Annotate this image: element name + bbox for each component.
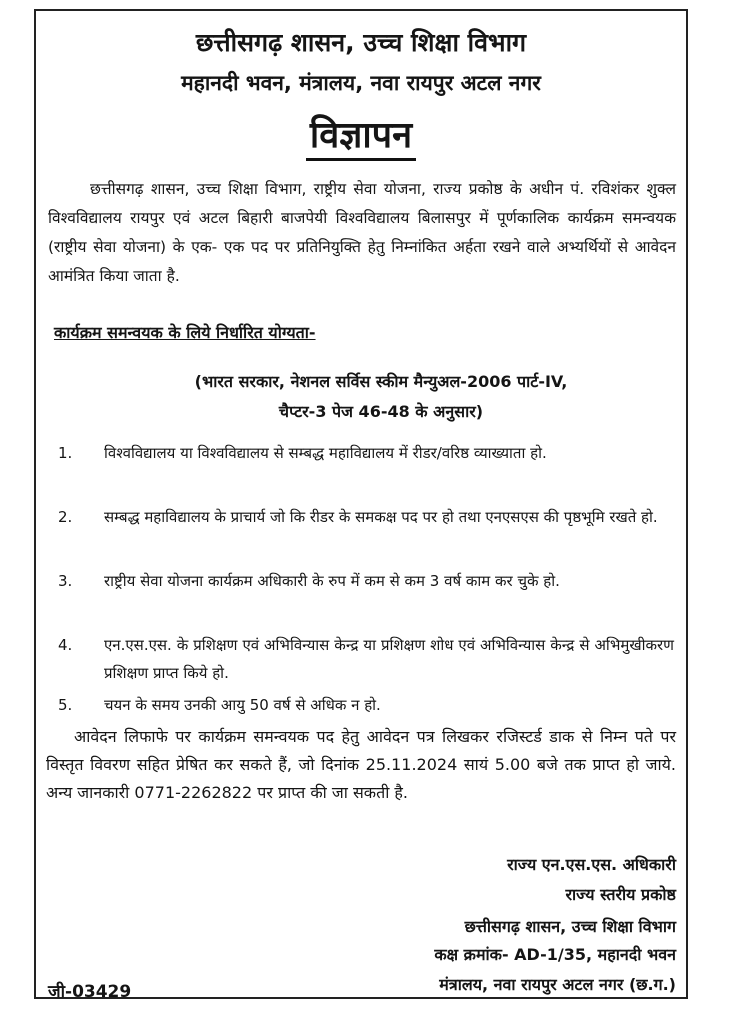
list-item-number: 4. xyxy=(58,636,73,654)
list-item-text: विश्वविद्यालय या विश्वविद्यालय से सम्बद्ध महाविद्यालय में रीडर/वरिष्ठ व्याख्याता हो. xyxy=(104,444,547,462)
notice-heading-wrap xyxy=(36,109,686,158)
reference-number: जी-03429 xyxy=(48,982,132,1002)
list-item-number: 5. xyxy=(58,696,73,714)
list-item-number: 3. xyxy=(58,572,73,590)
reference-note-line1: (भारत सरकार, नेशनल सर्विस स्कीम मैन्युअल-2006 पार्ट-IV, xyxy=(194,372,568,391)
list-item-text: एन.एस.एस. के प्रशिक्षण एवं अभिविन्यास केन्द्र या प्रशिक्षण शोध एवं अभिविन्यास केन्द्र से अभिमुखीकरण प्रशिक्षण प्राप्त किये हो. xyxy=(104,636,674,682)
reference-note-line2: चैप्टर-3 पेज 46-48 के अनुसार) xyxy=(278,402,484,421)
signature-line3: छत्तीसगढ़ शासन, उच्च शिक्षा विभाग xyxy=(464,917,676,936)
list-item-number: 2. xyxy=(58,508,73,526)
closing-paragraph: आवेदन लिफाफे पर कार्यक्रम समन्वयक पद हेतु आवेदन पत्र लिखकर रजिस्टर्ड डाक से निम्न पते पर विस्तृत विवरण सहित प्रेषित कर सकते हैं, जो दिनांक 25.11.2024 सायं 5.00 बजे तक प्राप्त हो जाये. अन्य जानकारी 0771-2262822 पर प्राप्त की जा सकती है. xyxy=(46,727,676,802)
notice-heading: विज्ञापन xyxy=(306,115,416,161)
advertisement-frame xyxy=(34,9,688,1002)
department-address: महानदी भवन, मंत्रालय, नवा रायपुर अटल नगर xyxy=(181,71,541,95)
signature-line1: राज्य एन.एस.एस. अधिकारी xyxy=(507,855,676,874)
department-title: छत्तीसगढ़ शासन, उच्च शिक्षा विभाग xyxy=(195,28,527,57)
signature-line2: राज्य स्तरीय प्रकोष्ठ xyxy=(565,885,676,904)
qualification-heading: कार्यक्रम समन्वयक के लिये निर्धारित योग्यता- xyxy=(54,323,316,342)
signature-line4: कक्ष क्रमांक- AD-1/35, महानदी भवन xyxy=(434,945,676,964)
list-item-text: चयन के समय उनकी आयु 50 वर्ष से अधिक न हो. xyxy=(104,696,381,714)
signature-line5: मंत्रालय, नवा रायपुर अटल नगर (छ.ग.) xyxy=(439,975,676,994)
reference-note xyxy=(116,367,646,427)
list-item-text: राष्ट्रीय सेवा योजना कार्यक्रम अधिकारी के रुप में कम से कम 3 वर्ष काम कर चुके हो. xyxy=(104,572,560,590)
intro-paragraph: छत्तीसगढ़ शासन, उच्च शिक्षा विभाग, राष्ट्रीय सेवा योजना, राज्य प्रकोष्ठ के अधीन पं. रविशंकर शुक्ल विश्वविद्यालय रायपुर एवं अटल बिहारी बाजपेयी विश्वविद्यालय बिलासपुर में पूर्णकालिक कार्यक्रम समन्वयक (राष्ट्रीय सेवा योजना) के एक- एक पद पर प्रतिनियुक्ति हेतु निम्नांकित अर्हता रखने वाले अभ्यर्थियों से आवेदन आमंत्रित किया जाता है. xyxy=(48,180,676,285)
list-item-text: सम्बद्ध महाविद्यालय के प्राचार्य जो कि रीडर के समकक्ष पद पर हो तथा एनएसएस की पृष्ठभूमि रखते हो. xyxy=(104,508,658,526)
list-item-number: 1. xyxy=(58,444,73,462)
